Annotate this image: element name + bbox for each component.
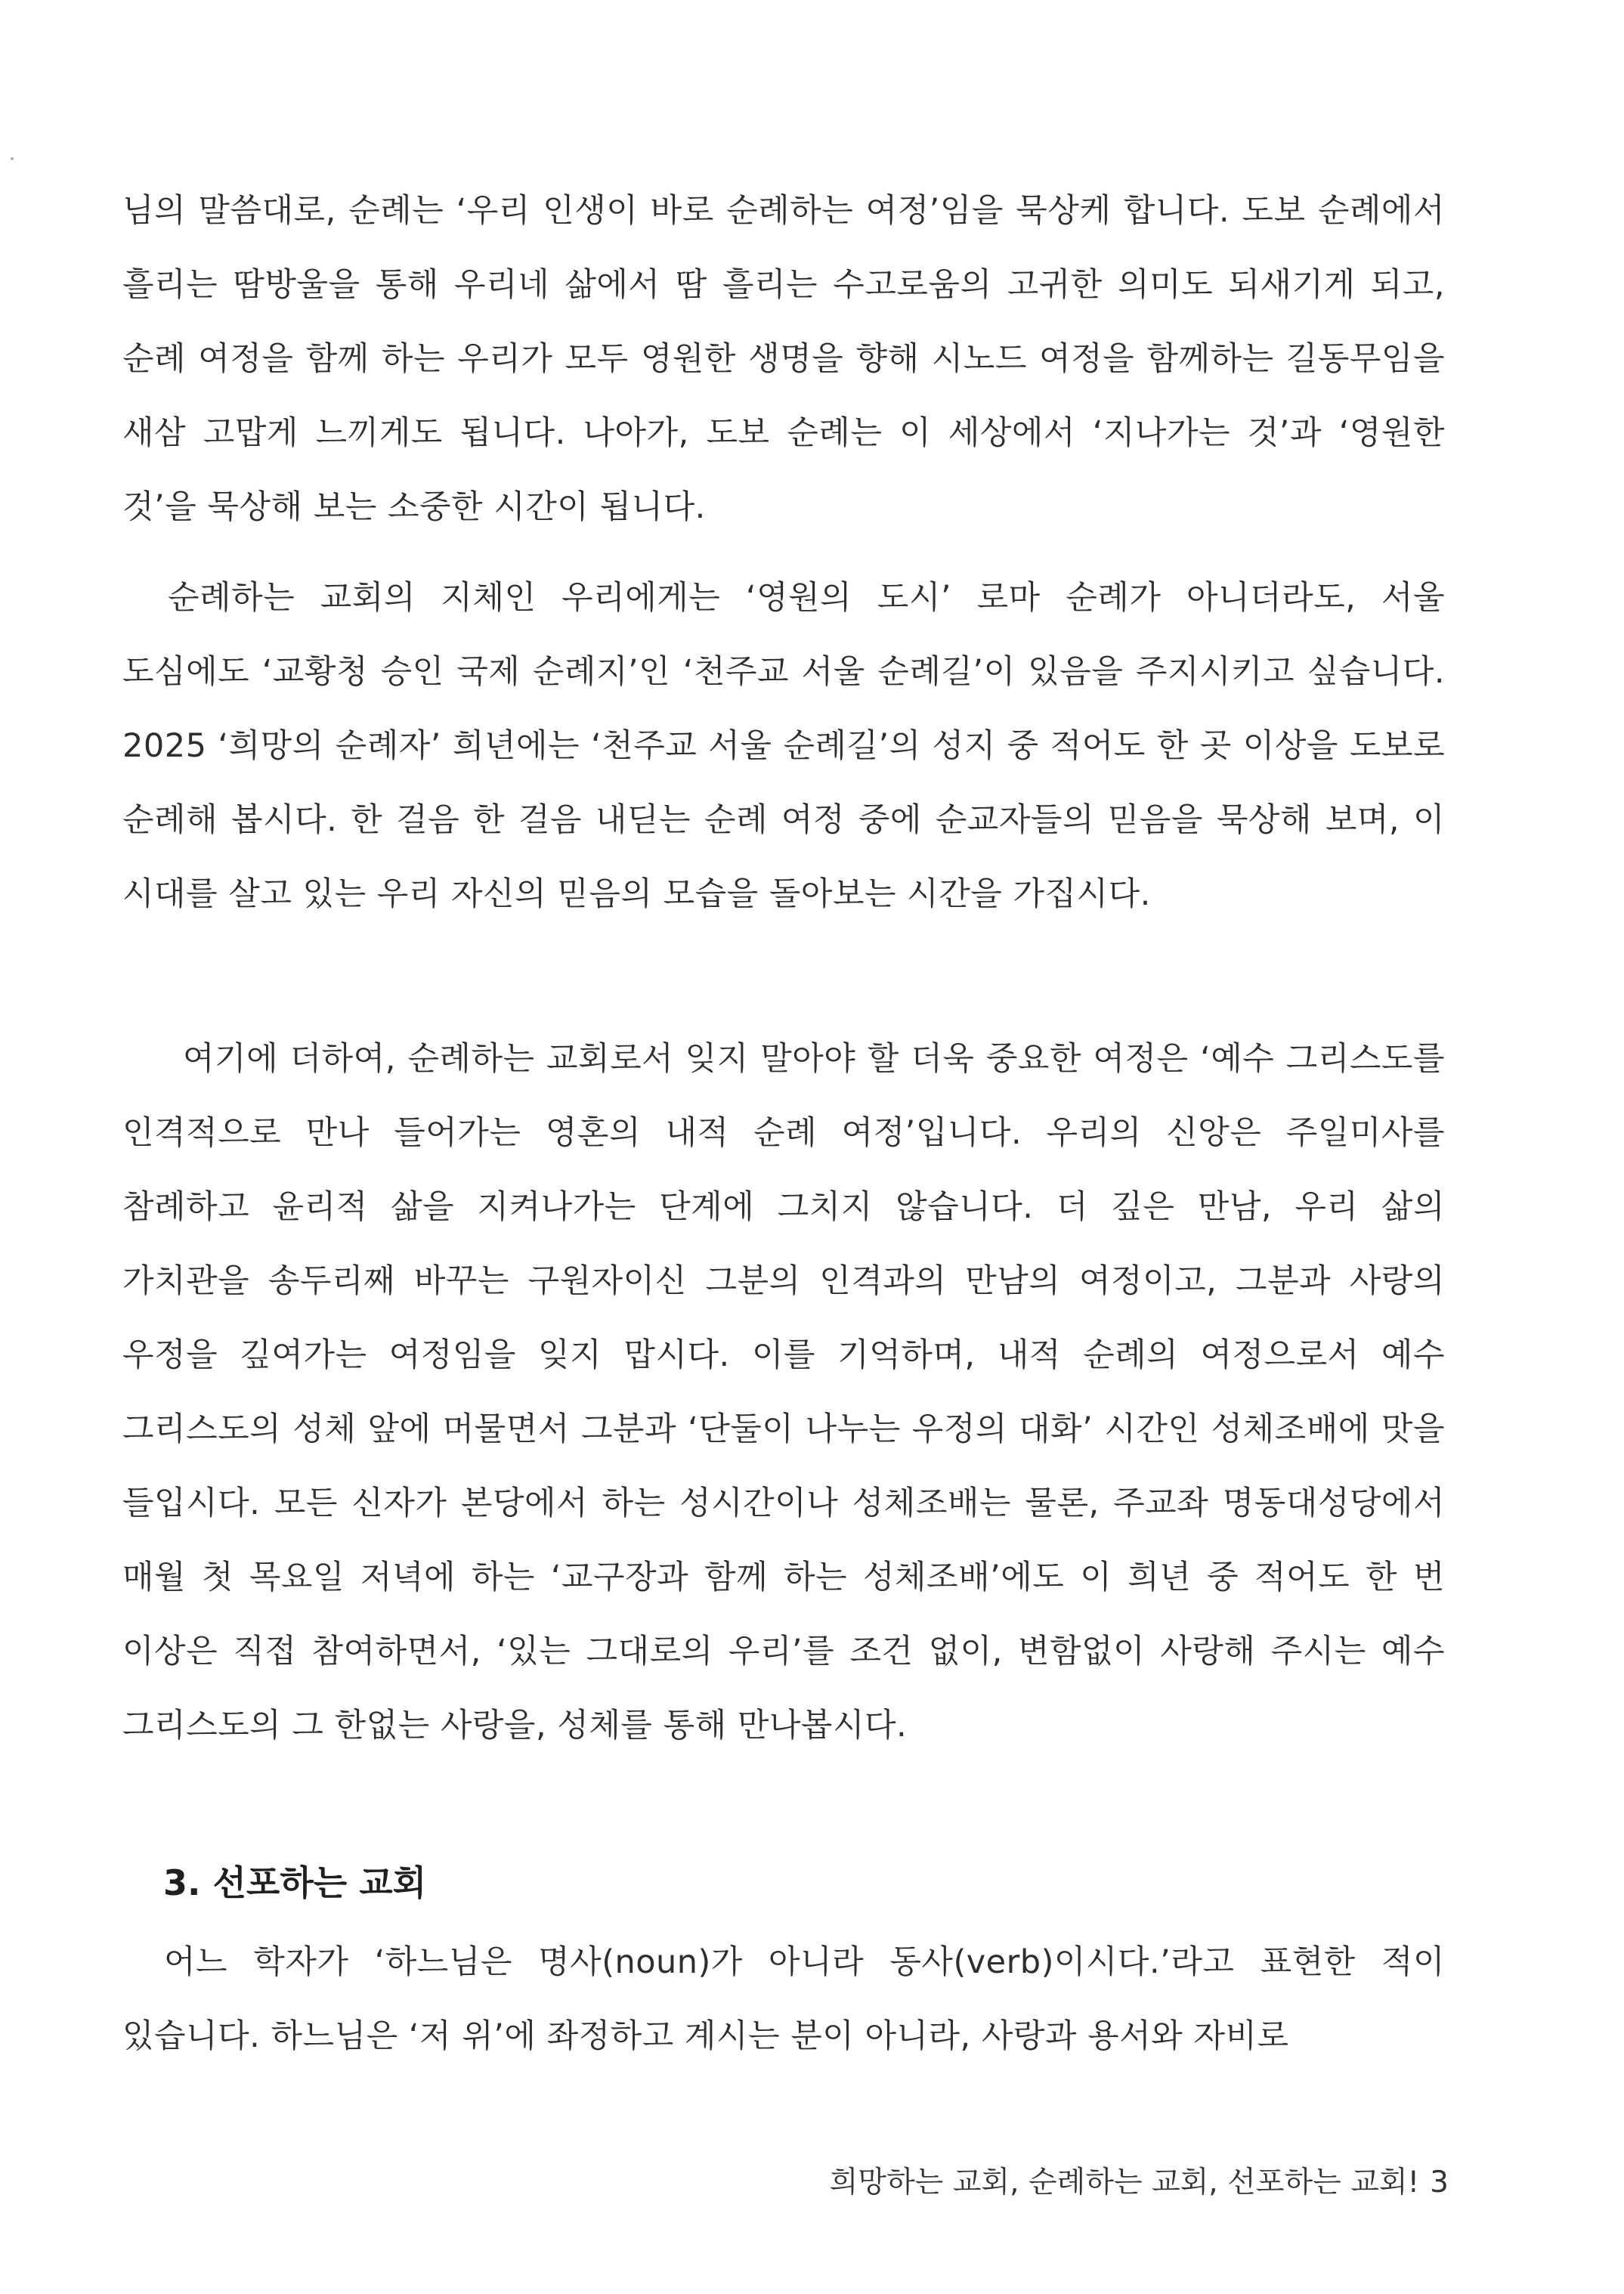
scan-artifact (11, 157, 14, 160)
page-footer (830, 2160, 1449, 2206)
paragraph-proclaiming-church: 어느 학자가 ‘하느님은 명사(noun)가 아니라 동사(verb)이시다.’라고 표현한 적이 있습니다. 하느님은 ‘저 위’에 좌정하고 계시는 분이 아니라, 사랑과 용서와 자비로 (122, 1943, 1445, 2055)
running-title: 희망하는 교회, 순례하는 교회, 선포하는 교회! (829, 2166, 1420, 2200)
section-heading: 3. 선포하는 교회 (163, 1862, 427, 1903)
paragraph-seoul-pilgrimage-route: 순례하는 교회의 지체인 우리에게는 ‘영원의 도시’ 로마 순례가 아니더라도, 서울 도심에도 ‘교황청 승인 국제 순례지’인 ‘천주교 서울 순례길’이 있음을 주지시키고 싶습니다. 2025 ‘희망의 순례자’ 희년에는 ‘천주교 서울 순례길’의 성지 중 적어도 한 곳 이상을 도보로 순례해 봅시다. 한 걸음 한 걸음 내딛는 순례 여정 중에 순교자들의 믿음을 묵상해 보며, 이 시대를 살고 있는 우리 자신의 믿음의 모습을 돌아보는 시간을 가집시다. (122, 579, 1445, 913)
page-number: 3 (1430, 2166, 1449, 2200)
paragraph-pilgrimage-meaning: 님의 말씀대로, 순례는 ‘우리 인생이 바로 순례하는 여정’임을 묵상케 합니다. 도보 순례에서 흘리는 땀방울을 통해 우리네 삶에서 땀 흘리는 수고로움의 고귀한 의미도 되새기게 되고, 순례 여정을 함께 하는 우리가 모두 영원한 생명을 향해 시노드 여정을 함께하는 길동무임을 새삼 고맙게 느끼게도 됩니다. 나아가, 도보 순례는 이 세상에서 ‘지나가는 것’과 ‘영원한 것’을 묵상해 보는 소중한 시간이 됩니다. (122, 192, 1445, 526)
paragraph-inner-pilgrimage: 여기에 더하여, 순례하는 교회로서 잊지 말아야 할 더욱 중요한 여정은 ‘예수 그리스도를 인격적으로 만나 들어가는 영혼의 내적 순례 여정’입니다. 우리의 신앙은 주일미사를 참례하고 윤리적 삶을 지켜나가는 단계에 그치지 않습니다. 더 깊은 만남, 우리 삶의 가치관을 송두리째 바꾸는 구원자이신 그분의 인격과의 만남의 여정이고, 그분과 사랑의 우정을 깊여가는 여정임을 잊지 맙시다. 이를 기억하며, 내적 순례의 여정으로서 예수 그리스도의 성체 앞에 머물면서 그분과 ‘단둘이 나누는 우정의 대화’ 시간인 성체조배에 맛을 들입시다. 모든 신자가 본당에서 하는 성시간이나 성체조배는 물론, 주교좌 명동대성당에서 매월 첫 목요일 저녁에 하는 ‘교구장과 함께 하는 성체조배’에도 이 희년 중 적어도 한 번 이상은 직접 참여하면서, ‘있는 그대로의 우리’를 조건 없이, 변함없이 사랑해 주시는 예수 그리스도의 그 한없는 사랑을, 성체를 통해 만나봅시다. (122, 1040, 1445, 1744)
